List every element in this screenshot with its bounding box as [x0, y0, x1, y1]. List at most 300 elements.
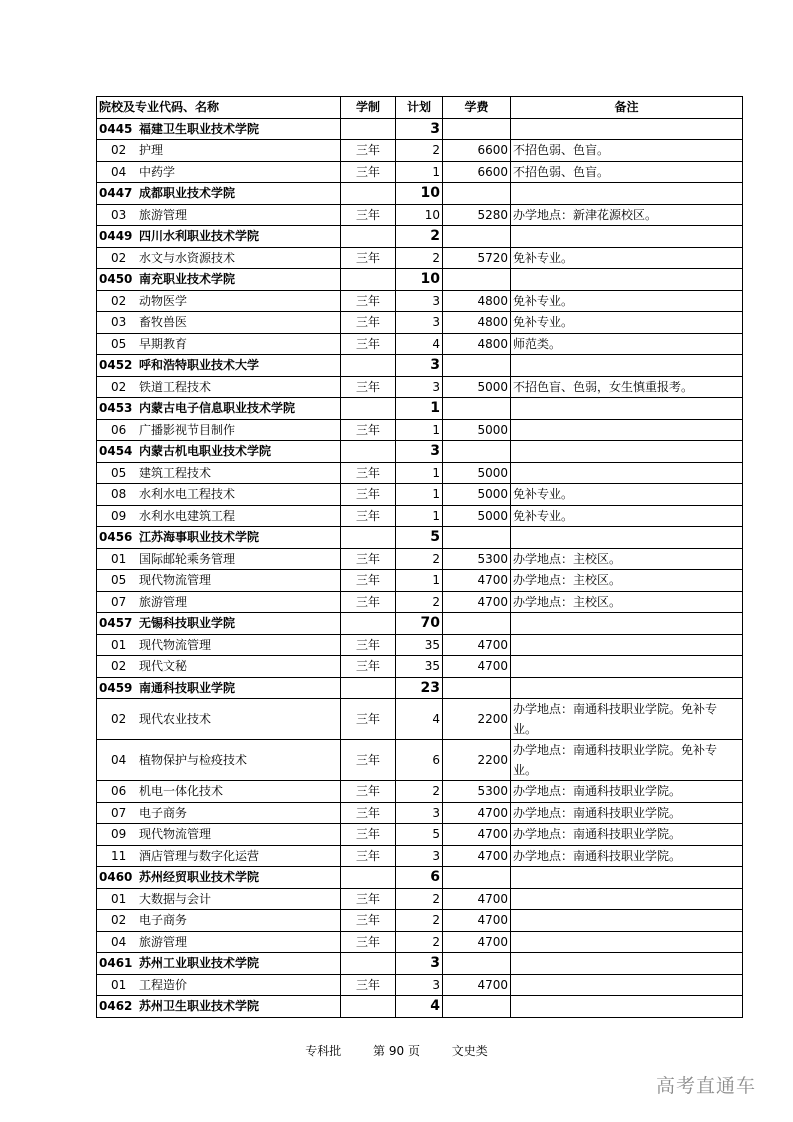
note-cell: [511, 462, 743, 484]
duration-cell: 三年: [341, 161, 396, 183]
plan-cell: 3: [396, 118, 443, 140]
major-code: 07: [111, 594, 127, 609]
plan-cell: 10: [396, 269, 443, 291]
name-cell: [97, 910, 341, 932]
school-name: 苏州经贸职业技术学院: [139, 870, 260, 885]
duration-cell: 三年: [341, 140, 396, 162]
duration-cell: 三年: [341, 888, 396, 910]
fee-cell: 6600: [443, 161, 511, 183]
major-name: 铁道工程技术: [139, 379, 212, 394]
plan-cell: 4: [396, 699, 443, 740]
duration-cell: 三年: [341, 505, 396, 527]
note-cell: [511, 677, 743, 699]
name-cell: [97, 290, 341, 312]
name-cell: [97, 247, 341, 269]
school-code: 0456: [99, 530, 133, 545]
note-cell: 免补专业。: [511, 312, 743, 334]
major-code: 02: [111, 250, 127, 265]
fee-cell: 4700: [443, 845, 511, 867]
major-name: 酒店管理与数字化运营: [139, 848, 260, 863]
name-cell: [97, 974, 341, 996]
note-cell: [511, 953, 743, 975]
note-cell: 办学地点：南通科技职业学院。: [511, 824, 743, 846]
footer-page-number: 第 90 页: [373, 1044, 420, 1058]
note-cell: [511, 613, 743, 635]
plan-cell: 3: [396, 312, 443, 334]
note-cell: 不招色弱、色盲。: [511, 161, 743, 183]
name-cell: [97, 591, 341, 613]
duration-cell: [341, 398, 396, 420]
major-name: 水文与水资源技术: [139, 250, 236, 265]
duration-cell: 三年: [341, 824, 396, 846]
header-duration: 学制: [341, 97, 396, 119]
name-cell: [97, 740, 341, 781]
table-body: [97, 118, 743, 1017]
school-code: 0462: [99, 999, 133, 1014]
enrollment-table: [96, 96, 743, 1018]
major-name: 中药学: [139, 164, 176, 179]
fee-cell: [443, 677, 511, 699]
fee-cell: [443, 953, 511, 975]
school-code: 0450: [99, 272, 133, 287]
school-code: 0459: [99, 680, 133, 695]
fee-cell: 4800: [443, 290, 511, 312]
fee-cell: [443, 269, 511, 291]
fee-cell: 5300: [443, 548, 511, 570]
major-code: 01: [111, 637, 127, 652]
duration-cell: 三年: [341, 462, 396, 484]
major-name: 机电一体化技术: [139, 784, 224, 799]
plan-cell: 1: [396, 570, 443, 592]
fee-cell: 4800: [443, 312, 511, 334]
major-row: [97, 247, 743, 269]
name-cell: [97, 398, 341, 420]
note-cell: [511, 996, 743, 1018]
note-cell: 办学地点：主校区。: [511, 548, 743, 570]
major-name: 电子商务: [139, 805, 188, 820]
fee-cell: 4700: [443, 824, 511, 846]
major-row: [97, 570, 743, 592]
note-cell: 免补专业。: [511, 505, 743, 527]
note-cell: [511, 527, 743, 549]
name-cell: [97, 953, 341, 975]
plan-cell: 35: [396, 634, 443, 656]
major-name: 广播影视节目制作: [139, 422, 236, 437]
plan-cell: 1: [396, 419, 443, 441]
plan-cell: 1: [396, 398, 443, 420]
school-row: [97, 183, 743, 205]
note-cell: [511, 910, 743, 932]
fee-cell: [443, 355, 511, 377]
note-cell: 不招色盲、色弱，女生慎重报考。: [511, 376, 743, 398]
school-row: [97, 355, 743, 377]
major-code: 09: [111, 508, 127, 523]
duration-cell: [341, 269, 396, 291]
fee-cell: 4700: [443, 570, 511, 592]
note-cell: 办学地点：南通科技职业学院。: [511, 845, 743, 867]
name-cell: [97, 484, 341, 506]
header-note: 备注: [511, 97, 743, 119]
major-code: 01: [111, 891, 127, 906]
major-code: 03: [111, 315, 127, 330]
major-code: 09: [111, 827, 127, 842]
plan-cell: 35: [396, 656, 443, 678]
name-cell: [97, 355, 341, 377]
name-cell: [97, 824, 341, 846]
major-code: 02: [111, 712, 127, 726]
school-code: 0447: [99, 186, 133, 201]
major-code: 02: [111, 659, 127, 674]
note-cell: [511, 398, 743, 420]
name-cell: [97, 419, 341, 441]
plan-cell: 4: [396, 996, 443, 1018]
note-cell: [511, 226, 743, 248]
major-row: [97, 548, 743, 570]
fee-cell: 2200: [443, 740, 511, 781]
major-row: [97, 888, 743, 910]
plan-cell: 6: [396, 740, 443, 781]
plan-cell: 3: [396, 802, 443, 824]
school-row: [97, 953, 743, 975]
name-cell: [97, 376, 341, 398]
note-cell: [511, 974, 743, 996]
school-row: [97, 398, 743, 420]
duration-cell: [341, 677, 396, 699]
school-code: 0453: [99, 401, 133, 416]
header-name: 院校及专业代码、名称: [97, 97, 341, 119]
fee-cell: [443, 118, 511, 140]
major-code: 02: [111, 913, 127, 928]
name-cell: [97, 333, 341, 355]
major-row: [97, 974, 743, 996]
school-name: 成都职业技术学院: [139, 186, 236, 201]
school-name: 苏州卫生职业技术学院: [139, 999, 260, 1014]
school-code: 0461: [99, 956, 133, 971]
major-row: [97, 931, 743, 953]
major-row: [97, 312, 743, 334]
note-cell: [511, 118, 743, 140]
school-row: [97, 226, 743, 248]
name-cell: [97, 204, 341, 226]
plan-cell: 3: [396, 376, 443, 398]
duration-cell: [341, 867, 396, 889]
major-name: 旅游管理: [139, 934, 188, 949]
school-code: 0452: [99, 358, 133, 373]
duration-cell: 三年: [341, 548, 396, 570]
major-code: 04: [111, 753, 127, 767]
major-row: [97, 462, 743, 484]
major-row: [97, 484, 743, 506]
plan-cell: 5: [396, 824, 443, 846]
school-code: 0449: [99, 229, 133, 244]
plan-cell: 3: [396, 355, 443, 377]
major-name: 工程造价: [139, 977, 188, 992]
major-code: 08: [111, 487, 127, 502]
name-cell: [97, 888, 341, 910]
major-name: 旅游管理: [139, 594, 188, 609]
major-name: 现代文秘: [139, 659, 188, 674]
fee-cell: 6600: [443, 140, 511, 162]
fee-cell: 5280: [443, 204, 511, 226]
school-code: 0457: [99, 616, 133, 631]
major-name: 建筑工程技术: [139, 465, 212, 480]
school-name: 南充职业技术学院: [139, 272, 236, 287]
fee-cell: 5000: [443, 376, 511, 398]
duration-cell: [341, 441, 396, 463]
name-cell: [97, 613, 341, 635]
plan-cell: 70: [396, 613, 443, 635]
major-row: [97, 505, 743, 527]
duration-cell: 三年: [341, 333, 396, 355]
name-cell: [97, 118, 341, 140]
duration-cell: 三年: [341, 802, 396, 824]
name-cell: [97, 226, 341, 248]
major-name: 电子商务: [139, 913, 188, 928]
name-cell: [97, 931, 341, 953]
duration-cell: 三年: [341, 634, 396, 656]
note-cell: 免补专业。: [511, 484, 743, 506]
plan-cell: 23: [396, 677, 443, 699]
note-cell: [511, 656, 743, 678]
duration-cell: [341, 953, 396, 975]
school-name: 南通科技职业学院: [139, 680, 236, 695]
table-header-row: [97, 97, 743, 119]
major-code: 07: [111, 805, 127, 820]
fee-cell: 5000: [443, 505, 511, 527]
plan-cell: 5: [396, 527, 443, 549]
major-name: 护理: [139, 143, 164, 158]
school-row: [97, 996, 743, 1018]
plan-cell: 2: [396, 781, 443, 803]
duration-cell: 三年: [341, 570, 396, 592]
name-cell: [97, 312, 341, 334]
name-cell: [97, 140, 341, 162]
fee-cell: 5000: [443, 484, 511, 506]
major-name: 现代物流管理: [139, 637, 212, 652]
major-name: 水利水电建筑工程: [139, 508, 236, 523]
duration-cell: [341, 226, 396, 248]
name-cell: [97, 867, 341, 889]
note-cell: [511, 355, 743, 377]
duration-cell: 三年: [341, 781, 396, 803]
major-code: 04: [111, 934, 127, 949]
school-name: 江苏海事职业技术学院: [139, 530, 260, 545]
duration-cell: 三年: [341, 910, 396, 932]
plan-cell: 2: [396, 591, 443, 613]
school-name: 内蒙古机电职业技术学院: [139, 444, 272, 459]
major-row: [97, 910, 743, 932]
school-code: 0460: [99, 870, 133, 885]
fee-cell: [443, 867, 511, 889]
major-name: 旅游管理: [139, 207, 188, 222]
major-row: [97, 376, 743, 398]
school-name: 呼和浩特职业技术大学: [139, 358, 260, 373]
note-cell: [511, 867, 743, 889]
plan-cell: 3: [396, 441, 443, 463]
major-row: [97, 333, 743, 355]
major-code: 02: [111, 143, 127, 158]
school-row: [97, 677, 743, 699]
major-code: 04: [111, 164, 127, 179]
name-cell: [97, 570, 341, 592]
name-cell: [97, 462, 341, 484]
name-cell: [97, 441, 341, 463]
major-row: [97, 204, 743, 226]
major-name: 动物医学: [139, 293, 188, 308]
note-cell: 免补专业。: [511, 247, 743, 269]
plan-cell: 2: [396, 888, 443, 910]
fee-cell: [443, 183, 511, 205]
major-name: 现代物流管理: [139, 827, 212, 842]
name-cell: [97, 656, 341, 678]
major-name: 现代物流管理: [139, 573, 212, 588]
major-row: [97, 781, 743, 803]
note-cell: [511, 269, 743, 291]
fee-cell: 4700: [443, 656, 511, 678]
name-cell: [97, 781, 341, 803]
name-cell: [97, 548, 341, 570]
plan-cell: 1: [396, 161, 443, 183]
note-cell: [511, 634, 743, 656]
fee-cell: 4700: [443, 888, 511, 910]
fee-cell: 4700: [443, 634, 511, 656]
major-name: 现代农业技术: [139, 712, 212, 726]
major-row: [97, 656, 743, 678]
school-name: 四川水利职业技术学院: [139, 229, 260, 244]
watermark: 高考直通车: [656, 1075, 757, 1097]
duration-cell: 三年: [341, 376, 396, 398]
duration-cell: 三年: [341, 247, 396, 269]
major-code: 02: [111, 379, 127, 394]
note-cell: [511, 888, 743, 910]
note-cell: 办学地点：南通科技职业学院。免补专业。: [511, 699, 743, 740]
name-cell: [97, 527, 341, 549]
fee-cell: 4700: [443, 910, 511, 932]
duration-cell: 三年: [341, 845, 396, 867]
fee-cell: 4700: [443, 802, 511, 824]
plan-cell: 2: [396, 140, 443, 162]
major-row: [97, 802, 743, 824]
fee-cell: [443, 226, 511, 248]
major-name: 植物保护与检疫技术: [139, 753, 248, 767]
school-name: 苏州工业职业技术学院: [139, 956, 260, 971]
footer-batch: 专科批: [305, 1044, 342, 1058]
duration-cell: [341, 118, 396, 140]
name-cell: [97, 269, 341, 291]
school-code: 0454: [99, 444, 133, 459]
school-row: [97, 269, 743, 291]
plan-cell: 6: [396, 867, 443, 889]
note-cell: 办学地点：主校区。: [511, 570, 743, 592]
note-cell: 办学地点：新津花源校区。: [511, 204, 743, 226]
school-row: [97, 118, 743, 140]
footer-category: 文史类: [451, 1044, 488, 1058]
plan-cell: 1: [396, 505, 443, 527]
name-cell: [97, 996, 341, 1018]
fee-cell: 5000: [443, 462, 511, 484]
plan-cell: 2: [396, 931, 443, 953]
page-footer: [0, 1042, 793, 1059]
major-code: 06: [111, 422, 127, 437]
note-cell: [511, 441, 743, 463]
duration-cell: 三年: [341, 419, 396, 441]
name-cell: [97, 505, 341, 527]
duration-cell: 三年: [341, 740, 396, 781]
duration-cell: [341, 613, 396, 635]
major-code: 05: [111, 336, 127, 351]
major-row: [97, 290, 743, 312]
note-cell: [511, 931, 743, 953]
major-code: 05: [111, 573, 127, 588]
duration-cell: 三年: [341, 974, 396, 996]
plan-cell: 4: [396, 333, 443, 355]
plan-cell: 10: [396, 183, 443, 205]
note-cell: 不招色弱、色盲。: [511, 140, 743, 162]
fee-cell: 5300: [443, 781, 511, 803]
major-row: [97, 161, 743, 183]
name-cell: [97, 802, 341, 824]
major-code: 01: [111, 977, 127, 992]
note-cell: [511, 183, 743, 205]
name-cell: [97, 161, 341, 183]
plan-cell: 2: [396, 548, 443, 570]
header-plan: 计划: [396, 97, 443, 119]
school-name: 福建卫生职业技术学院: [139, 121, 260, 136]
plan-cell: 2: [396, 247, 443, 269]
fee-cell: 4700: [443, 931, 511, 953]
major-name: 大数据与会计: [139, 891, 212, 906]
fee-cell: 5720: [443, 247, 511, 269]
fee-cell: 5000: [443, 419, 511, 441]
major-code: 01: [111, 551, 127, 566]
major-row: [97, 740, 743, 781]
plan-cell: 3: [396, 974, 443, 996]
major-name: 水利水电工程技术: [139, 487, 236, 502]
major-row: [97, 845, 743, 867]
school-row: [97, 867, 743, 889]
header-fee: 学费: [443, 97, 511, 119]
fee-cell: [443, 398, 511, 420]
major-code: 11: [111, 848, 127, 863]
duration-cell: 三年: [341, 290, 396, 312]
note-cell: 师范类。: [511, 333, 743, 355]
major-row: [97, 140, 743, 162]
plan-cell: 10: [396, 204, 443, 226]
major-name: 国际邮轮乘务管理: [139, 551, 236, 566]
plan-cell: 1: [396, 462, 443, 484]
duration-cell: [341, 527, 396, 549]
major-name: 畜牧兽医: [139, 315, 188, 330]
major-code: 03: [111, 207, 127, 222]
major-code: 06: [111, 784, 127, 799]
note-cell: 办学地点：南通科技职业学院。: [511, 781, 743, 803]
name-cell: [97, 183, 341, 205]
name-cell: [97, 634, 341, 656]
plan-cell: 3: [396, 953, 443, 975]
duration-cell: 三年: [341, 484, 396, 506]
major-row: [97, 419, 743, 441]
note-cell: 办学地点：南通科技职业学院。免补专业。: [511, 740, 743, 781]
plan-cell: 3: [396, 290, 443, 312]
fee-cell: 4700: [443, 974, 511, 996]
school-name: 无锡科技职业学院: [139, 616, 236, 631]
name-cell: [97, 699, 341, 740]
major-row: [97, 634, 743, 656]
note-cell: [511, 419, 743, 441]
fee-cell: [443, 441, 511, 463]
name-cell: [97, 845, 341, 867]
note-cell: 办学地点：南通科技职业学院。: [511, 802, 743, 824]
